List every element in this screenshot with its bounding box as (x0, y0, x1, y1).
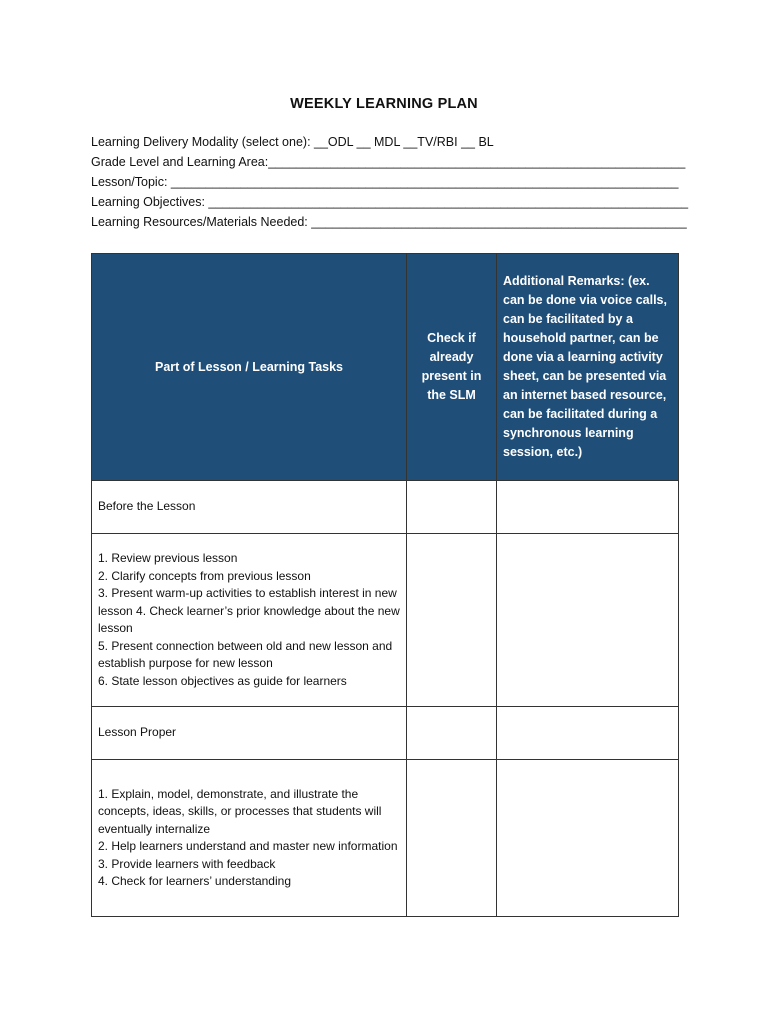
list-item: 3. Present warm-up activities to establish interest in new lesson 4. Check learner’s prior knowledge about the new lesson (98, 586, 400, 635)
learning-objectives-field[interactable]: Learning Objectives: _____________________________________________________________________ (91, 195, 689, 209)
section-title-before-lesson: Before the Lesson (92, 481, 407, 534)
lesson-proper-tasks (92, 760, 407, 917)
check-cell[interactable] (407, 760, 497, 917)
list-item: 4. Check for learners’ understanding (98, 874, 291, 888)
section-title-lesson-proper: Lesson Proper (92, 707, 407, 760)
table-row (92, 534, 679, 707)
remarks-cell[interactable] (497, 707, 679, 760)
plan-fields (91, 132, 691, 232)
before-lesson-tasks (92, 534, 407, 707)
learning-resources-field[interactable]: Learning Resources/Materials Needed: ______________________________________________________ (91, 215, 687, 229)
remarks-cell[interactable] (497, 534, 679, 707)
lesson-topic-field[interactable]: Lesson/Topic: _________________________________________________________________________ (91, 175, 679, 189)
check-cell[interactable] (407, 534, 497, 707)
table-row (92, 481, 679, 534)
list-item: 1. Explain, model, demonstrate, and illustrate the concepts, ideas, skills, or processes that students will eventually internalize (98, 786, 382, 836)
list-item: 2. Help learners understand and master new information (98, 839, 398, 853)
table-row (92, 760, 679, 917)
list-item: 2. Clarify concepts from previous lesson (98, 568, 311, 583)
remarks-example: (ex. can be done via voice calls, can be facilitated by a household partner, can be done via a learning activity sheet, can be presented via an internet based resource, can be facilitated during a synchronous learning session, etc.) (503, 274, 667, 459)
delivery-modality-field[interactable]: Learning Delivery Modality (select one): __ODL __ MDL __TV/RBI __ BL (91, 135, 494, 149)
list-item: 6. State lesson objectives as guide for learners (98, 673, 347, 688)
check-cell[interactable] (407, 707, 497, 760)
remarks-cell[interactable] (497, 760, 679, 917)
list-item: 1. Review previous lesson (98, 551, 238, 565)
check-cell[interactable] (407, 481, 497, 534)
list-item: 5. Present connection between old and new lesson and establish purpose for new lesson (98, 638, 393, 670)
list-item: 3. Provide learners with feedback (98, 856, 276, 871)
learning-plan-table (91, 253, 679, 917)
header-learning-tasks: Part of Lesson / Learning Tasks (92, 254, 407, 481)
grade-level-field[interactable]: Grade Level and Learning Area:____________________________________________________________ (91, 155, 686, 169)
remarks-label: Additional Remarks: (503, 274, 625, 288)
remarks-cell[interactable] (497, 481, 679, 534)
table-header-row (92, 254, 679, 481)
table-row (92, 707, 679, 760)
header-additional-remarks (497, 254, 679, 481)
document-title: WEEKLY LEARNING PLAN (290, 96, 478, 112)
header-check-slm: Check if already present in the SLM (407, 254, 497, 481)
